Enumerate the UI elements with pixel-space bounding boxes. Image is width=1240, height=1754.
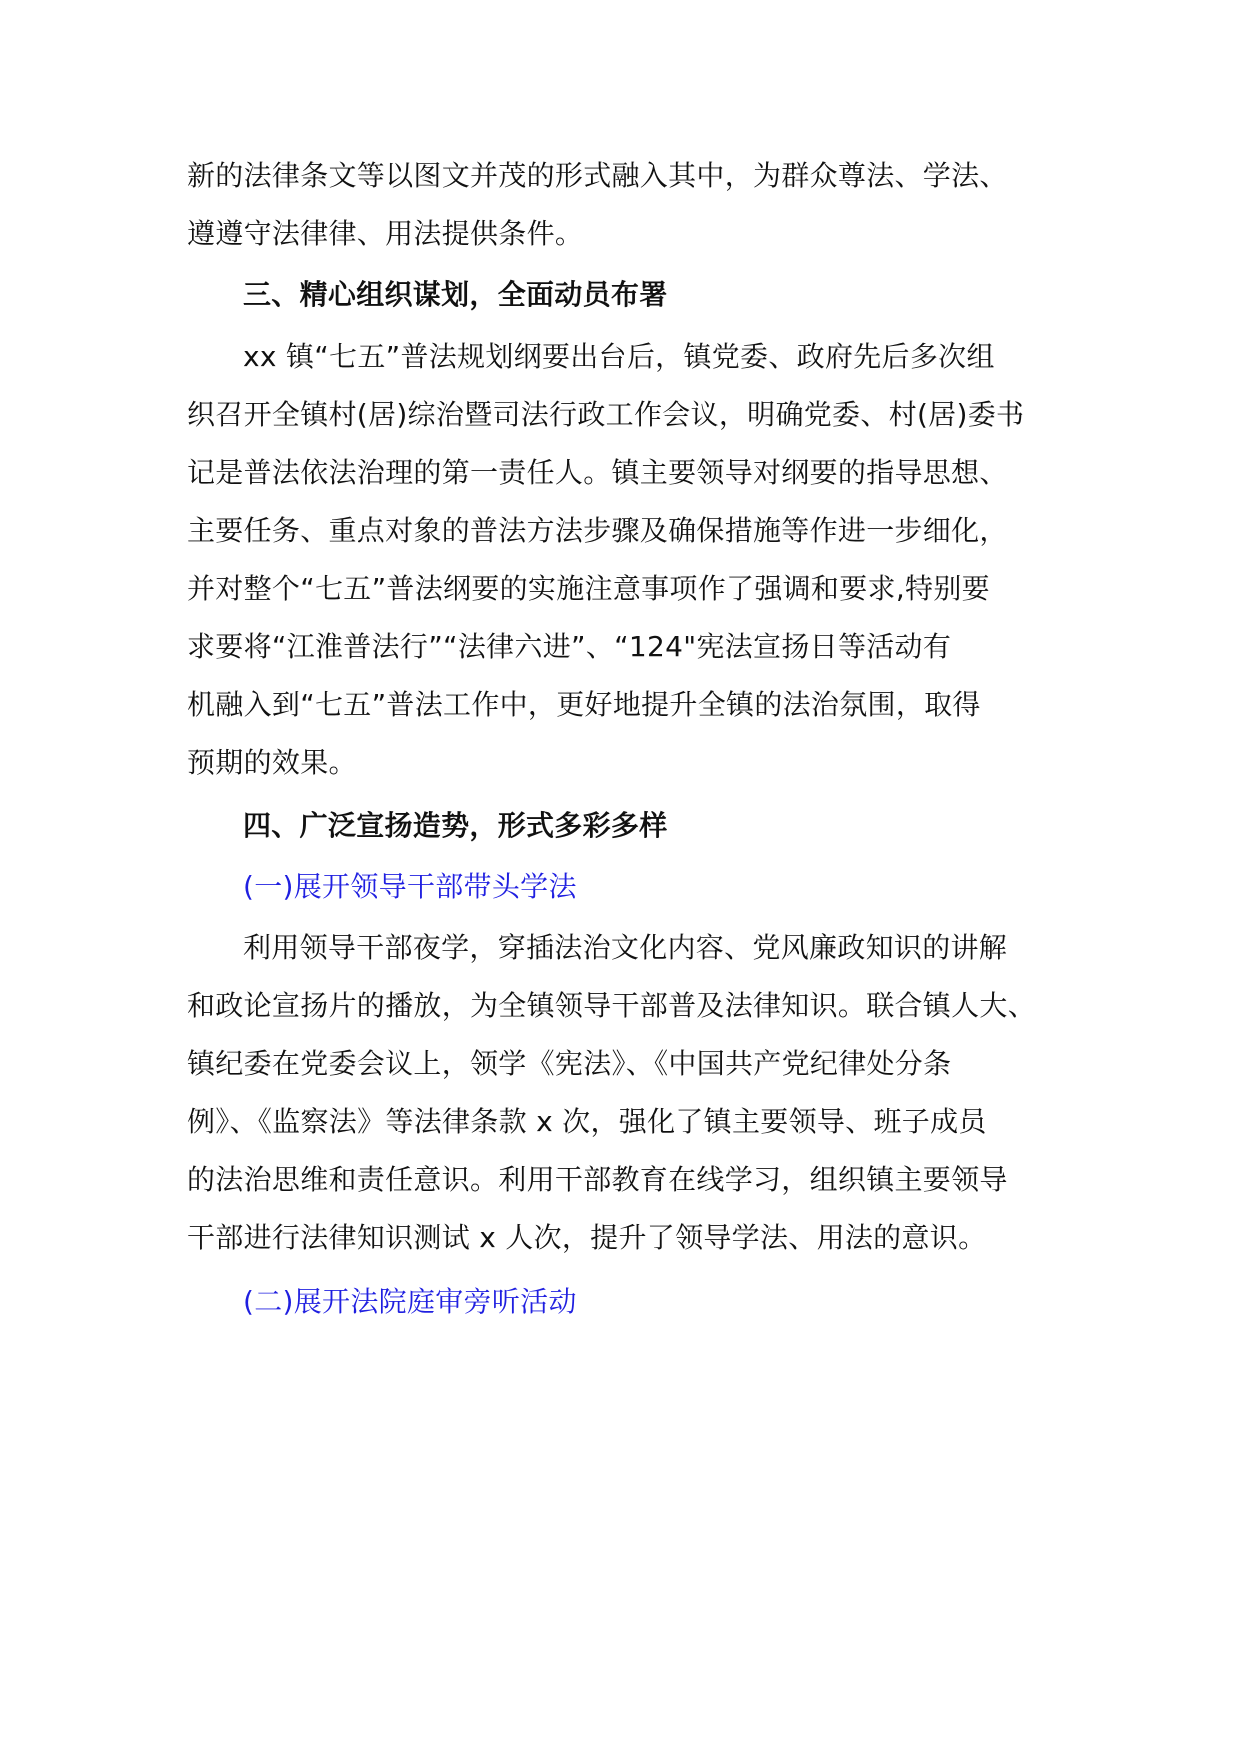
body-text-line: 机融入到“七五”普法工作中，更好地提升全镇的法治氛围，取得 (187, 688, 981, 721)
section-heading: 三、精心组织谋划，全面动员布署 (243, 278, 668, 311)
body-text-line: 利用领导干部夜学，穿插法治文化内容、党风廉政知识的讲解 (243, 931, 1008, 964)
body-text-line: 例》、《监察法》等法律条款 x 次，强化了镇主要领导、班子成员 (187, 1105, 987, 1138)
body-text-line: 预期的效果。 (187, 746, 357, 779)
subsection-heading: (一)展开领导干部带头学法 (243, 870, 577, 903)
section-heading: 四、广泛宣扬造势，形式多彩多样 (243, 809, 668, 842)
body-text-line: 织召开全镇村(居)综治暨司法行政工作会议，明确党委、村(居)委书 (187, 398, 1025, 431)
subsection-heading: (二)展开法院庭审旁听活动 (243, 1285, 577, 1318)
body-text-line: 和政论宣扬片的播放，为全镇领导干部普及法律知识。联合镇人大、 (187, 989, 1037, 1022)
body-text-line: 遵遵守法律律、用法提供条件。 (187, 217, 584, 250)
body-text-line: 并对整个“七五”普法纲要的实施注意事项作了强调和要求,特别要 (187, 572, 990, 605)
body-text-line: 主要任务、重点对象的普法方法步骤及确保措施等作进一步细化， (187, 514, 1008, 547)
body-text-line: 干部进行法律知识测试 x 人次，提升了领导学法、用法的意识。 (187, 1221, 987, 1254)
body-text-line: 新的法律条文等以图文并茂的形式融入其中，为群众尊法、学法、 (187, 159, 1008, 192)
body-text-line: 镇纪委在党委会议上，领学《宪法》、《中国共产党纪律处分条 (187, 1047, 952, 1080)
body-text-line: 的法治思维和责任意识。利用干部教育在线学习，组织镇主要领导 (187, 1163, 1008, 1196)
body-text-line: 记是普法依法治理的第一责任人。镇主要领导对纲要的指导思想、 (187, 456, 1008, 489)
body-text-line: xx 镇“七五”普法规划纲要出台后，镇党委、政府先后多次组 (243, 340, 995, 373)
body-text-line: 求要将“江淮普法行”“法律六进”、“124"宪法宣扬日等活动有 (187, 630, 952, 663)
